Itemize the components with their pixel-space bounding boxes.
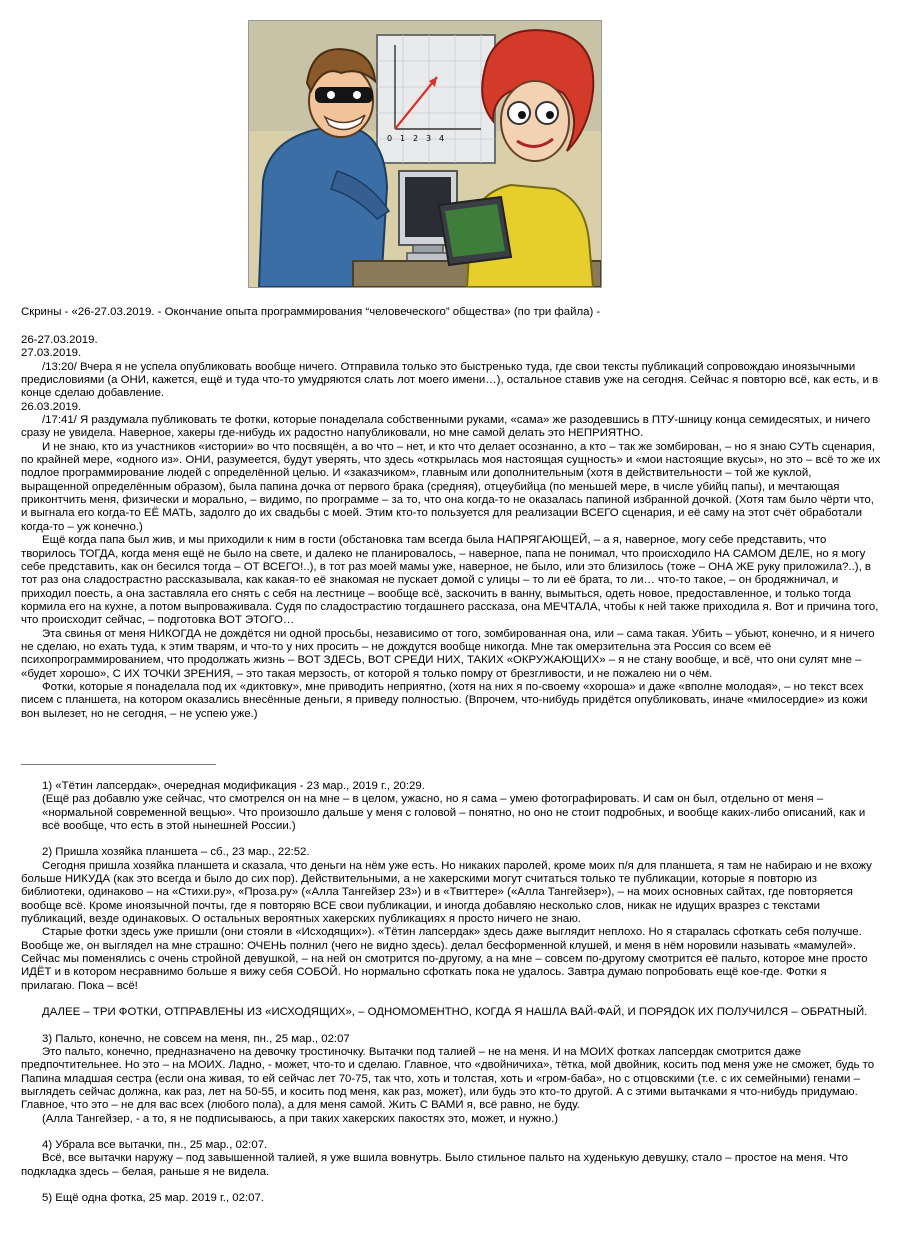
note-text: (Алла Тангейзер, - а то, я не подписываюсь, а при таких хакерских пакостях это, может, и нужно.) [42,1112,559,1125]
paragraph: /13:20/ Вчера я не успела опубликовать вообще ничего. Отправила только это быстренько туда, где свои тексты публикаций сопровождаю иноязычными предисловиями (а ОНИ, кажется, ещё и туда что-то умудряются слать лот моего имени…), остальное ставив уже на сегодня. Сейчас я повторю всё, как есть, и в конце сделаю добавление. [21,360,879,400]
note-heading: 2) Пришла хозяйка планшета – сб., 23 мар., 22:52. [42,846,310,859]
date-line: 26-27.03.2019. [21,334,98,346]
note-heading: 3) Пальто, конечно, не совсем на меня, пн., 25 мар., 02:07 [42,1032,350,1045]
document-title: Скрины - «26-27.03.2019. - Окончание опыта программирования “человеческого” общества» (по три файла) - [21,306,601,318]
axis-label: 1 [400,134,406,143]
axis-label: 3 [426,134,432,143]
note-text: Старые фотки здесь уже пришли (они стояли в «Исходящих»). «Тётин лапсердак» здесь даже выглядит неплохо. Но я старалась сфоткать себя получше. Вообще же, он выглядел на мне страшно: ОЧЕНЬ полнил (чего не видно здесь). делал бесформенной клушей, и меня в нём норовили называть «мамулей». Сейчас мы поменялись с очень стройной девушкой, – на ней он смотрится по-другому, а на мне – совсем по-другому смотрится её пальто, которое мне просто ИДЁТ и в котором несравнимо больше я вижу себя СОБОЙ. Но нормально сфоткать пока не удалось. Завтра думаю попробовать ещё кое-где. Фотки я прилагаю. Пока – всё! [21,926,868,992]
paragraph: Эта свинья от меня НИКОГДА не дождётся ни одной просьбы, независимо от того, зомбированная она, или – сама такая. Убить – убьют, конечно, и я ничего не сделаю, но ехать туда, к этим тварям, и что-то у них просить – не дождутся вообще никогда. Мне так омерзительна эта Россия со всем её психопрограммированием, что продолжать жизнь – ВОТ ЗДЕСЬ, ВОТ СРЕДИ НИХ, ТАКИХ «ОКРУЖАЮЩИХ» – я не стану вообще, и всё, что они сулят мне – «будет хорошо», С ИХ ТОЧКИ ЗРЕНИЯ, – это такая мерзость, от которой я только помру от брезгливости, и не пожалею ни о чём. [21,627,875,680]
date-line: 27.03.2019. [21,347,82,360]
paragraph: /17:41/ Я раздумала публиковать те фотки, которые понаделала собственными руками, «сама» же разодевшись в ПТУ-шницу конца семидесятых, и ничего сразу не увидела. Наверное, хакеры где-нибудь их радостно напубликовали, но мне самой делать это НЕПРИЯТНО. [21,414,871,440]
paragraph: Фотки, которые я понаделала под их «диктовку», мне приводить неприятно, (хотя на них я по-своему «хороша» и даже «вполне молодая», – но текст всех писем с планшета, на котором оказались внесённые деньги, я приведу полностью. (Впрочем, что-нибудь придётся опубликовать, иначе «милосердие» из кожи вон вылезет, но не сегодня, – не успею уже.) [21,680,868,720]
note-text: Это пальто, конечно, предназначено на девочку тростиночку. Вытачки под талией – не на меня. И на МОИХ фотках лапсердак смотрится даже предпочтительнее. Но это – на МОИХ. Ладно, - может, что-то и сделаю. Главное, что «двойничиха», тётка, мой двойник, косить под меня уже не сможет, будь то Папина младшая сестра (если она живая, то ей сейчас лет 70-75, так что, хоть и толстая, хоть и «гром-баба», но с отцовскими (т.е. с их семейными) генами – выглядеть сейчас должна, как раз, лет на 50-55, и косить под меня, как раз, может), или будь это кто-то другой. А с этими вытачками я что-нибудь придумаю. Главное, что это – не для вас всех (любого пола), а для меня самой. Жить С ВАМИ я, всё равно, не буду. [21,1045,875,1112]
note-text: Всё, все вытачки наружу – под завышенной талией, я уже вшила вовнутрь. Было стильное пальто на худенькую девушку, стало – простое на меня. Что подкладка здесь – белая, раньше я не видела. [21,1152,848,1178]
footnote-separator [21,764,216,765]
cartoon-illustration [248,20,602,288]
note-text: Сегодня пришла хозяйка планшета и сказала, что деньги на нём уже есть. Но никаких паролей, кроме моих п/я для планшета, я там не набираю и не вхожу больше НИКУДА (как это всегда и было до сих пор). Действительными, а не хакерскими могут считаться только те публикации, которые я повторю из библиотеки, одинаково – на «Стихи.ру», «Проза.ру» («Алла Тангейзер 23») и в «Твиттере» («Алла Тангейзер»), – на моих основных сайтах, где повторяется вообще всё. Кроме иноязычной почты, где я повторяю ВСЕ свои публикации, и иногда добавляю несколько слов, никак не идущих вразрез с текстами публикаций, везде одинаковых. О остальных вероятных хакерских публикациях я просто ничего не знаю. [21,859,872,926]
note-heading: 5) Ещё одна фотка, 25 мар. 2019 г., 02:07. [42,1191,264,1204]
date-line: 26.03.2019. [21,400,82,413]
paragraph: И не знаю, кто из участников «истории» во что посвящён, а во что – нет, и кто что делает осознанно, а кто – так же зомбирован, – но я знаю СУТЬ сценария, по крайней мере, «одного из». ОНИ, разумеется, будут уверять, что здесь «открылась моя настоящая сущность» и «мои настоящие вкусы», но это – всё то же их подлое программирование людей с определённой целью. И «заказчиком», главным или дополнительным (хотя в действительности – той же куклой, выращенной определённым образом), была папина дочка от первого брака (средняя), отцеубийца (по меньшей мере, в числе убийц папы), и мечтающая приконтчить меня, физически и морально, – видимо, по программе – за то, что она когда-то не оказалась папиной избранной дочкой. (Хотя там было чёрти что, и выгнала его когда-то ЕЁ МАТЬ, задолго до их свадьбы с моей. Этим кто-то пользуется для реализации ВСЕГО сценария, и её саму на этот счёт обработали когда-то – уж конечно.) [21,440,881,533]
note-text: (Ещё раз добавлю уже сейчас, что смотрелся он на мне – в целом, ужасно, но я сама – умею фотографировать. И сам он был, отдельно от меня – «нормальной современной вещью». Что произошло дальше у меня с головой – понятно, но оно не стоит подробных, и вообще каких-либо описаний, как и всё вообще, что есть в этой нынешней России.) [42,793,866,833]
paragraph: Ещё когда папа был жив, и мы приходили к ним в гости (обстановка там всегда была НАПРЯГАЮЩЕЙ, – а я, наверное, могу себе представить, что творилось ТОГДА, когда меня ещё не было на свете, и далеко не планировалось, – наверное, папа не понимал, что происходило НА САМОМ ДЕЛЕ, но я могу себе представить, как он бесился тогда – ОТ ВСЕГО!..), в тот раз моей мамы уже, наверное, не было, или это близилось (тоже – ОНА ЖЕ руку приложила?..), в тот раз она сладострастно рассказывала, как какая-то её знакомая не пускает домой с улицы – то ли её брата, то ли… что-то такое, – он бродяжничал, и приходил поесть, а она заставляла его снять с себя на лестнице – вообще всё, заскочить в ванну, вымыться, одеть новое, предоставленное, и только тогда кормила его на кухне, а потом выпроваживала. Судя по сладострастию тогдашнего рассказа, она МЕЧТАЛА, чтобы к ней также приходила я. Вот и причина того, что происходит сейчас, – подготовка ВОТ ЭТОГО… [21,534,879,627]
note-heading: 4) Убрала все вытачки, пн., 25 мар., 02:07. [42,1138,268,1151]
axis-label: 4 [439,134,445,143]
note-heading: 1) «Тётин лапсердак», очередная модификация - 23 мар., 2019 г., 20:29. [42,780,425,792]
axis-label: 2 [413,134,419,143]
footnotes [21,780,881,1205]
note-further: ДАЛЕЕ – ТРИ ФОТКИ, ОТПРАВЛЕНЫ ИЗ «ИСХОДЯЩИХ», – ОДНОМОМЕНТНО, КОГДА Я НАШЛА ВАЙ-ФАЙ, И ПОРЯДОК ИХ ПОЛУЧИЛСЯ – ОБРАТНЫЙ. [42,1006,868,1019]
axis-label: 0 [387,134,393,143]
document-body [21,334,881,721]
